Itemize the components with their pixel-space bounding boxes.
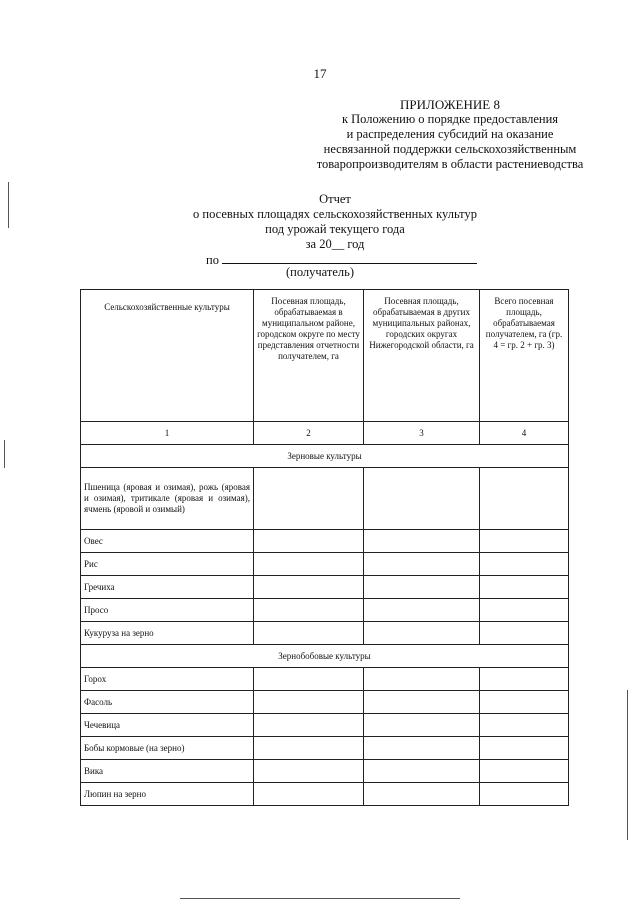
scan-edge-mark [180, 898, 460, 899]
area-total-cell[interactable] [480, 576, 569, 599]
crop-row [81, 599, 569, 622]
area-total-cell[interactable] [480, 468, 569, 530]
column-number: 2 [254, 422, 364, 445]
column-number: 4 [480, 422, 569, 445]
recipient-caption: (получатель) [285, 265, 355, 279]
area-total-cell[interactable] [480, 530, 569, 553]
appendix-title: ПРИЛОЖЕНИЕ 8 [400, 97, 500, 112]
section-row [81, 645, 569, 668]
area-other-cell[interactable] [364, 760, 480, 783]
crop-name: Чечевица [81, 714, 254, 737]
report-heading [140, 192, 530, 252]
area-other-cell[interactable] [364, 530, 480, 553]
area-local-cell[interactable] [254, 760, 364, 783]
crop-row [81, 468, 569, 530]
column-number-row [81, 422, 569, 445]
crop-name: Просо [81, 599, 254, 622]
area-local-cell[interactable] [254, 691, 364, 714]
section-title: Зернобобовые культуры [81, 645, 569, 668]
appendix-line: к Положению о порядке предоставления [341, 112, 559, 126]
area-total-cell[interactable] [480, 599, 569, 622]
report-title: Отчет [319, 192, 351, 206]
crop-row [81, 691, 569, 714]
area-other-cell[interactable] [364, 576, 480, 599]
column-number: 1 [81, 422, 254, 445]
appendix-line: товаропроизводителям в области растениеводства [316, 157, 584, 171]
crop-row [81, 783, 569, 806]
area-total-cell[interactable] [480, 691, 569, 714]
crop-name: Вика [81, 760, 254, 783]
crop-name: Овес [81, 530, 254, 553]
crop-row [81, 553, 569, 576]
area-local-cell[interactable] [254, 530, 364, 553]
report-table [80, 289, 569, 806]
crop-row [81, 622, 569, 645]
scan-edge-mark [8, 182, 9, 228]
area-total-cell[interactable] [480, 553, 569, 576]
area-local-cell[interactable] [254, 599, 364, 622]
area-local-cell[interactable] [254, 737, 364, 760]
area-local-cell[interactable] [254, 714, 364, 737]
crop-name: Люпин на зерно [81, 783, 254, 806]
recipient-blank-line [222, 253, 477, 264]
report-year-line: за 20__ год [305, 237, 365, 251]
crop-row [81, 714, 569, 737]
report-subtitle-line: о посевных площадях сельскохозяйственных культур [193, 207, 477, 221]
area-other-cell[interactable] [364, 468, 480, 530]
crop-row [81, 576, 569, 599]
area-total-cell[interactable] [480, 760, 569, 783]
crop-name: Бобы кормовые (на зерно) [81, 737, 254, 760]
header-area-other: Посевная площадь, обрабатываемая в других муниципальных районах, городских округах Нижегородской области, га [364, 290, 480, 422]
area-other-cell[interactable] [364, 622, 480, 645]
header-area-total: Всего посевная площадь, обрабатываемая получателем, га (гр. 4 = гр. 2 + гр. 3) [480, 290, 569, 422]
crop-row [81, 737, 569, 760]
area-local-cell[interactable] [254, 468, 364, 530]
crop-name: Фасоль [81, 691, 254, 714]
crop-row [81, 668, 569, 691]
po-label: по [206, 253, 219, 267]
crop-name: Рис [81, 553, 254, 576]
area-local-cell[interactable] [254, 553, 364, 576]
area-total-cell[interactable] [480, 668, 569, 691]
report-subtitle-line: под урожай текущего года [265, 222, 405, 236]
appendix-block [300, 97, 600, 172]
area-total-cell[interactable] [480, 783, 569, 806]
area-other-cell[interactable] [364, 691, 480, 714]
crop-name: Кукуруза на зерно [81, 622, 254, 645]
area-other-cell[interactable] [364, 714, 480, 737]
section-title: Зерновые культуры [81, 445, 569, 468]
area-local-cell[interactable] [254, 668, 364, 691]
crop-name: Горох [81, 668, 254, 691]
area-local-cell[interactable] [254, 783, 364, 806]
scan-edge-mark [627, 690, 628, 840]
table-header-row [81, 290, 569, 422]
crop-name: Пшеница (яровая и озимая), рожь (яровая и озимая), тритикале (яровая и озимая), ячмень (яровой и озимый) [81, 468, 254, 530]
crop-row [81, 760, 569, 783]
area-other-cell[interactable] [364, 668, 480, 691]
column-number: 3 [364, 422, 480, 445]
header-area-local: Посевная площадь, обрабатываемая в муниципальном районе, городском округе по месту представления отчетности получателем, га [254, 290, 364, 422]
header-crops: Сельскохозяйственные культуры [81, 290, 254, 422]
scan-edge-mark [4, 440, 5, 468]
crop-name: Гречиха [81, 576, 254, 599]
appendix-line: и распределения субсидий на оказание [346, 127, 554, 141]
area-local-cell[interactable] [254, 576, 364, 599]
area-other-cell[interactable] [364, 599, 480, 622]
area-other-cell[interactable] [364, 737, 480, 760]
area-other-cell[interactable] [364, 553, 480, 576]
section-row [81, 445, 569, 468]
area-total-cell[interactable] [480, 737, 569, 760]
appendix-line: несвязанной поддержки сельскохозяйственным [323, 142, 577, 156]
area-other-cell[interactable] [364, 783, 480, 806]
area-local-cell[interactable] [254, 622, 364, 645]
area-total-cell[interactable] [480, 714, 569, 737]
area-total-cell[interactable] [480, 622, 569, 645]
crop-row [81, 530, 569, 553]
page-number: 17 [313, 66, 327, 81]
